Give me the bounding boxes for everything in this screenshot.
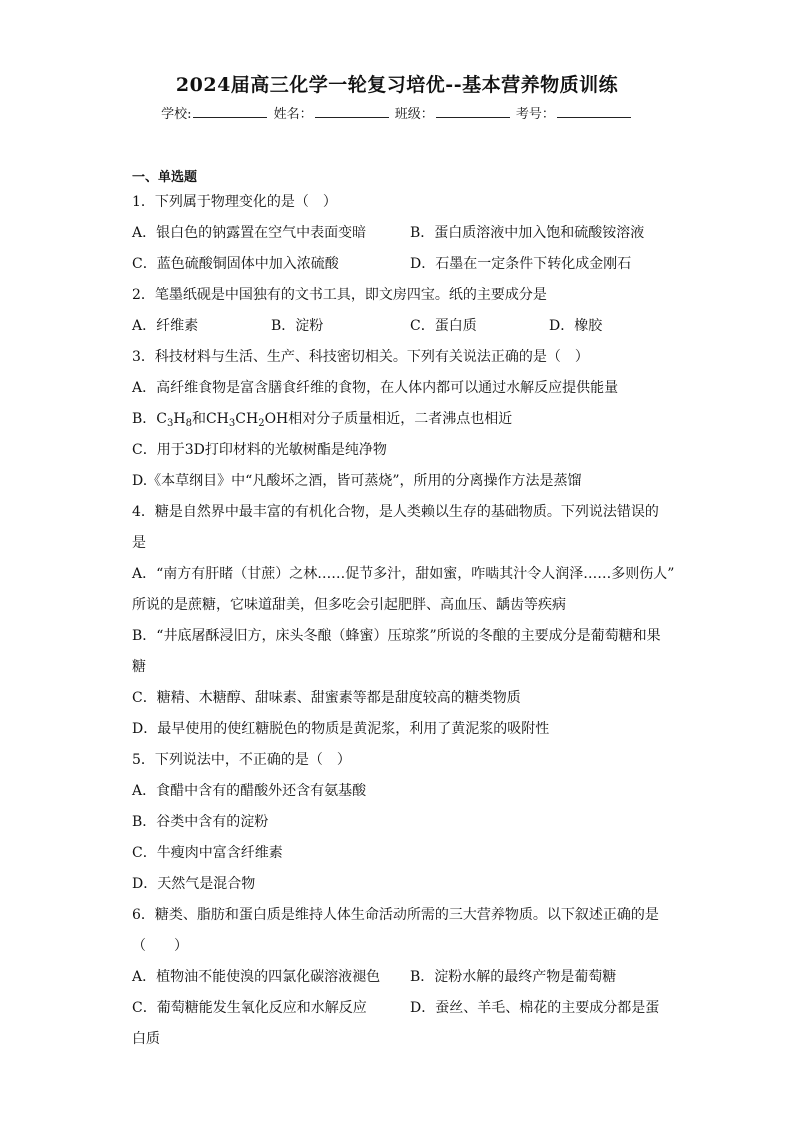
q3-b-mid: 和CH (191, 411, 229, 427)
q5-option-d[interactable]: D．天然气是混合物 (132, 876, 256, 892)
q3-b-prefix: B．C (132, 411, 167, 427)
q4-option-c[interactable]: C．糖精、木糖醇、甜味素、甜蜜素等都是甜度较高的糖类物质 (132, 690, 521, 706)
q3-b-h: H (173, 411, 186, 427)
q4-stem-line1: 4．糖是自然界中最丰富的有机化合物，是人类赖以生存的基础物质。下列说法错误的 (132, 504, 659, 520)
student-info-line (0, 103, 794, 122)
question-list (132, 192, 692, 1060)
class-blank[interactable] (436, 105, 510, 118)
q1-options-row2 (132, 254, 692, 285)
q3-option-b[interactable] (132, 409, 692, 440)
q6-option-b[interactable]: B．淀粉水解的最终产物是葡萄糖 (410, 969, 617, 985)
q2-options-row (132, 316, 692, 347)
q3-b-post: OH相对分子质量相近，二者沸点也相近 (264, 411, 513, 427)
q4-option-b-line1[interactable]: B．“井底屠酥浸旧方，床头冬酿（蜂蜜）压琼浆”所说的冬酿的主要成分是葡萄糖和果 (132, 628, 661, 644)
q1-stem: 1．下列属于物理变化的是（ ） (132, 194, 337, 210)
q2-stem: 2．笔墨纸砚是中国独有的文书工具，即文房四宝。纸的主要成分是 (132, 287, 547, 303)
q6-stem-line1: 6．糖类、脂肪和蛋白质是维持人体生命活动所需的三大营养物质。以下叙述正确的是 (132, 907, 659, 923)
q4-option-b-line2[interactable]: 糖 (132, 659, 146, 675)
q4-option-a-line2[interactable]: 所说的是蔗糖，它味道甜美，但多吃会引起肥胖、高血压、龋齿等疾病 (132, 597, 566, 613)
q2-option-d[interactable]: D．橡胶 (549, 318, 603, 334)
q5-option-a[interactable]: A．食醋中含有的醋酸外还含有氨基酸 (132, 783, 367, 799)
q1-option-d[interactable]: D．石墨在一定条件下转化成金刚石 (410, 256, 632, 272)
q3-stem: 3．科技材料与生活、生产、科技密切相关。下列有关说法正确的是（ ） (132, 349, 589, 365)
q3-option-d[interactable]: D.《本草纲目》中“凡酸坏之酒，皆可蒸烧”，所用的分离操作方法是蒸馏 (132, 473, 582, 489)
name-blank[interactable] (315, 105, 389, 118)
q3-b-ch: CH (235, 411, 259, 427)
number-label: 考号： (515, 107, 555, 122)
q5-stem: 5．下列说法中，不正确的是（ ） (132, 752, 351, 768)
q6-option-d[interactable]: D．蚕丝、羊毛、棉花的主要成分都是蛋 (410, 1000, 660, 1016)
q3-b-sub2: 8 (185, 418, 192, 429)
q3-option-c[interactable]: C．用于3D打印材料的光敏树酯是纯净物 (132, 442, 387, 458)
school-label: 学校: (161, 107, 192, 122)
page-title: 2024届高三化学一轮复习培优--基本营养物质训练 (175, 74, 619, 96)
q6-options-row2 (132, 998, 692, 1029)
q2-option-c[interactable]: C．蛋白质 (410, 318, 477, 334)
q1-option-b[interactable]: B．蛋白质溶液中加入饱和硫酸铵溶液 (410, 225, 645, 241)
q3-b-sub4: 2 (258, 418, 265, 429)
q5-option-b[interactable]: B．谷类中含有的淀粉 (132, 814, 269, 830)
class-label: 班级： (394, 107, 434, 122)
q6-options-row1 (132, 967, 692, 998)
q6-stem-line2: （ ） (132, 938, 188, 954)
q4-option-d[interactable]: D．最早使用的使红糖脱色的物质是黄泥浆，利用了黄泥浆的吸附性 (132, 721, 550, 737)
q5-option-c[interactable]: C．牛瘦肉中富含纤维素 (132, 845, 283, 861)
section-heading: 一、单选题 (132, 170, 198, 185)
q3-option-a[interactable]: A．高纤维食物是富含膳食纤维的食物，在人体内都可以通过水解反应提供能量 (132, 380, 619, 396)
q6-option-c[interactable]: C．葡萄糖能发生氧化反应和水解反应 (132, 1000, 367, 1016)
q3-b-sub1: 3 (167, 418, 174, 429)
q2-option-b[interactable]: B．淀粉 (271, 318, 324, 334)
number-blank[interactable] (557, 105, 631, 118)
school-blank[interactable] (193, 105, 267, 118)
q1-options-row1 (132, 223, 692, 254)
q3-b-sub3: 3 (228, 418, 236, 429)
q4-stem-line2: 是 (132, 535, 146, 551)
q2-option-a[interactable]: A．纤维素 (132, 318, 199, 334)
q1-option-a[interactable]: A．银白色的钠露置在空气中表面变暗 (132, 225, 367, 241)
q4-option-a-line1[interactable]: A．“南方有肝睹（甘蔗）之林……促节多汁，甜如蜜，咋啮其汁令人润泽……多则伤人” (132, 566, 675, 582)
q6-option-d-line2[interactable]: 白质 (132, 1031, 160, 1047)
q1-option-c[interactable]: C．蓝色硫酸铜固体中加入浓硫酸 (132, 256, 339, 272)
name-label: 姓名： (273, 107, 313, 122)
q6-option-a[interactable]: A．植物油不能使溴的四氯化碳溶液褪色 (132, 969, 381, 985)
